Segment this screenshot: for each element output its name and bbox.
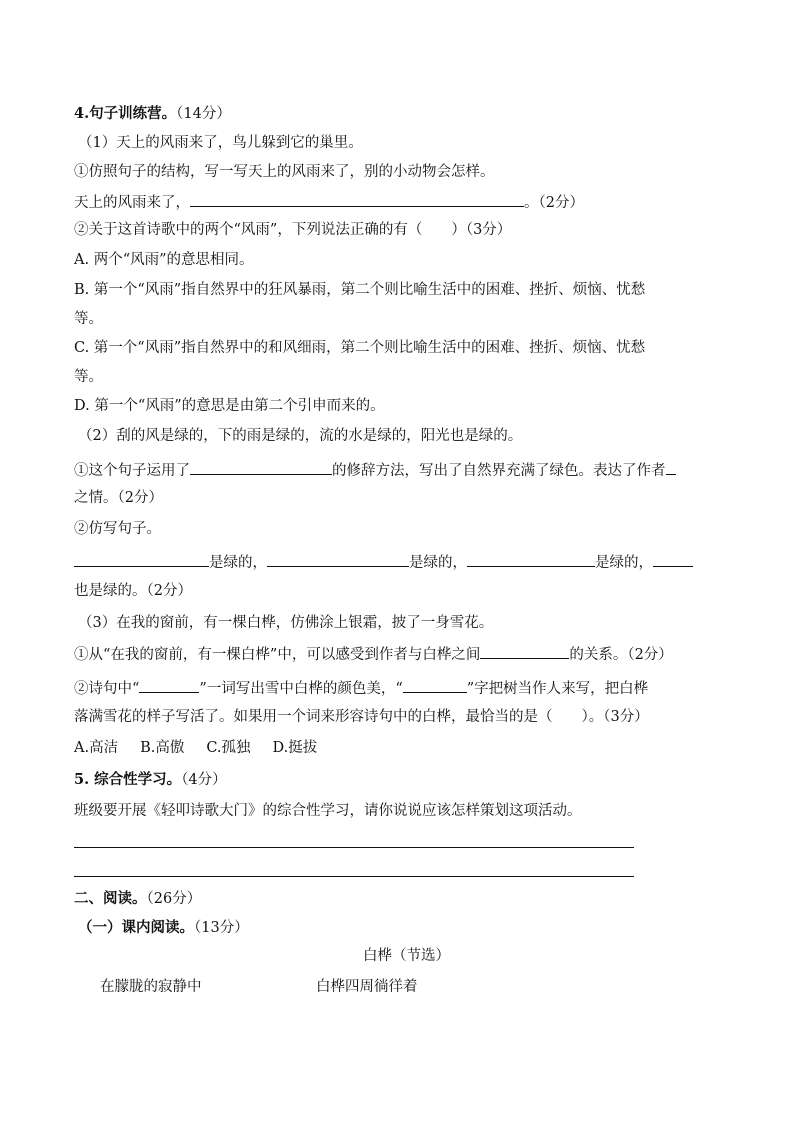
part1-score: （13分） <box>194 920 249 936</box>
item-text: ”一词写出雪中白桦的颜色美，“ <box>199 681 403 697</box>
q4-sub3-item2 <box>74 677 648 699</box>
item-text: ①这个句子运用了 <box>74 463 190 479</box>
q4-sub1-item1-prompt: ①仿照句子的结构，写一写天上的风雨来了，别的小动物会怎样。 <box>74 164 495 180</box>
choice-d: D.挺拔 <box>272 740 318 756</box>
item-text: 是绿的， <box>209 555 267 571</box>
option-a: A. 两个“风雨”的意思相同。 <box>74 252 254 268</box>
fill-suffix: 。（2分） <box>524 195 584 211</box>
item-text: 是绿的， <box>595 555 653 571</box>
imitate-blank-2[interactable] <box>267 551 409 567</box>
q4-sub1-heading: （1）天上的风雨来了，鸟儿躲到它的巢里。 <box>78 135 363 151</box>
q4-title-line <box>74 104 231 124</box>
item-text: ”字把树当作人来写，把白桦 <box>466 681 649 697</box>
poem-title: 白桦（节选） <box>363 948 450 964</box>
char-blank[interactable] <box>403 677 467 693</box>
q4-sub2-imitation <box>74 551 693 573</box>
q4-sub3-item2-cont: 落满雪花的样子写活了。如果用一个词来形容诗句中的白桦，最恰当的是（ ）。（3分） <box>74 709 649 725</box>
q4-sub3-choices <box>74 738 339 758</box>
q4-sub2-item2-prompt: ②仿写句子。 <box>74 521 161 537</box>
q4-sub1-item2-prompt: ②关于这首诗歌中的两个“风雨”，下列说法正确的有（ ）（3分） <box>74 222 512 238</box>
q4-sub1-item1-fill <box>74 191 584 213</box>
q4-sub2-imitation-cont: 也是绿的。（2分） <box>74 583 192 599</box>
poem-line-left: 在朦胧的寂静中 <box>100 979 202 995</box>
imitate-blank-1[interactable] <box>74 551 209 567</box>
q4-sub2-item1 <box>74 459 676 481</box>
q4-title: 4.句子训练营。 <box>74 105 177 122</box>
q4-sub2-heading: （2）刮的风是绿的，下的雨是绿的，流的水是绿的，阳光也是绿的。 <box>78 428 523 444</box>
section2-title-line <box>74 889 201 909</box>
imitate-blank-4[interactable] <box>653 551 693 567</box>
imitate-blank-3[interactable] <box>467 551 595 567</box>
q5-prompt: 班级要开展《轻叩诗歌大门》的综合性学习，请你说说应该怎样策划这项活动。 <box>74 803 582 819</box>
q5-title: 5. 综合性学习。 <box>74 771 182 788</box>
section2-score: （26分） <box>146 891 202 907</box>
answer-line-1[interactable] <box>74 847 634 848</box>
choice-c: C.孤独 <box>206 740 251 756</box>
choice-b: B.高傲 <box>140 740 185 756</box>
rhetoric-blank[interactable] <box>190 459 332 475</box>
item-text: ②诗句中“ <box>74 681 140 697</box>
fill-prefix: 天上的风雨来了， <box>74 195 190 211</box>
section2-title: 二、阅读。 <box>74 890 147 907</box>
q5-title-line <box>74 770 227 790</box>
option-b-line1: B. 第一个“风雨”指自然界中的狂风暴雨，第二个则比喻生活中的困难、挫折、烦恼、忧愁 <box>74 282 646 298</box>
q4-sub2-item1-cont: 之情。（2分） <box>74 490 163 506</box>
relation-blank[interactable] <box>480 643 569 659</box>
answer-blank[interactable] <box>190 191 524 207</box>
q5-score: （4分） <box>181 772 227 788</box>
item-text: ①从“在我的窗前，有一棵白桦”中，可以感受到作者与白桦之间 <box>74 647 481 663</box>
choice-a: A.高洁 <box>74 740 119 756</box>
q4-sub3-heading: （3）在我的窗前，有一棵白桦，仿佛涂上银霜，披了一身雪花。 <box>78 615 494 631</box>
option-d: D. 第一个“风雨”的意思是由第二个引申而来的。 <box>74 398 385 414</box>
item-text: 的关系。（2分） <box>569 647 673 663</box>
option-b-line2: 等。 <box>74 311 103 327</box>
part1-title: （一）课内阅读。 <box>78 919 194 936</box>
word-blank[interactable] <box>139 677 199 693</box>
item-text: 的修辞方法，写出了自然界充满了绿色。表达了作者 <box>332 463 666 479</box>
q4-score: （14分） <box>176 106 231 122</box>
option-c-line1: C. 第一个“风雨”指自然界中的和风细雨，第二个则比喻生活中的困难、挫折、烦恼、忧愁 <box>74 340 646 356</box>
emotion-blank[interactable] <box>666 459 676 475</box>
q4-sub3-item1 <box>74 643 673 665</box>
item-text: 是绿的， <box>409 555 467 571</box>
answer-line-2[interactable] <box>74 876 634 877</box>
poem-line-right: 白桦四周徜徉着 <box>316 979 418 995</box>
part1-title-line <box>78 918 249 938</box>
option-c-line2: 等。 <box>74 369 103 385</box>
